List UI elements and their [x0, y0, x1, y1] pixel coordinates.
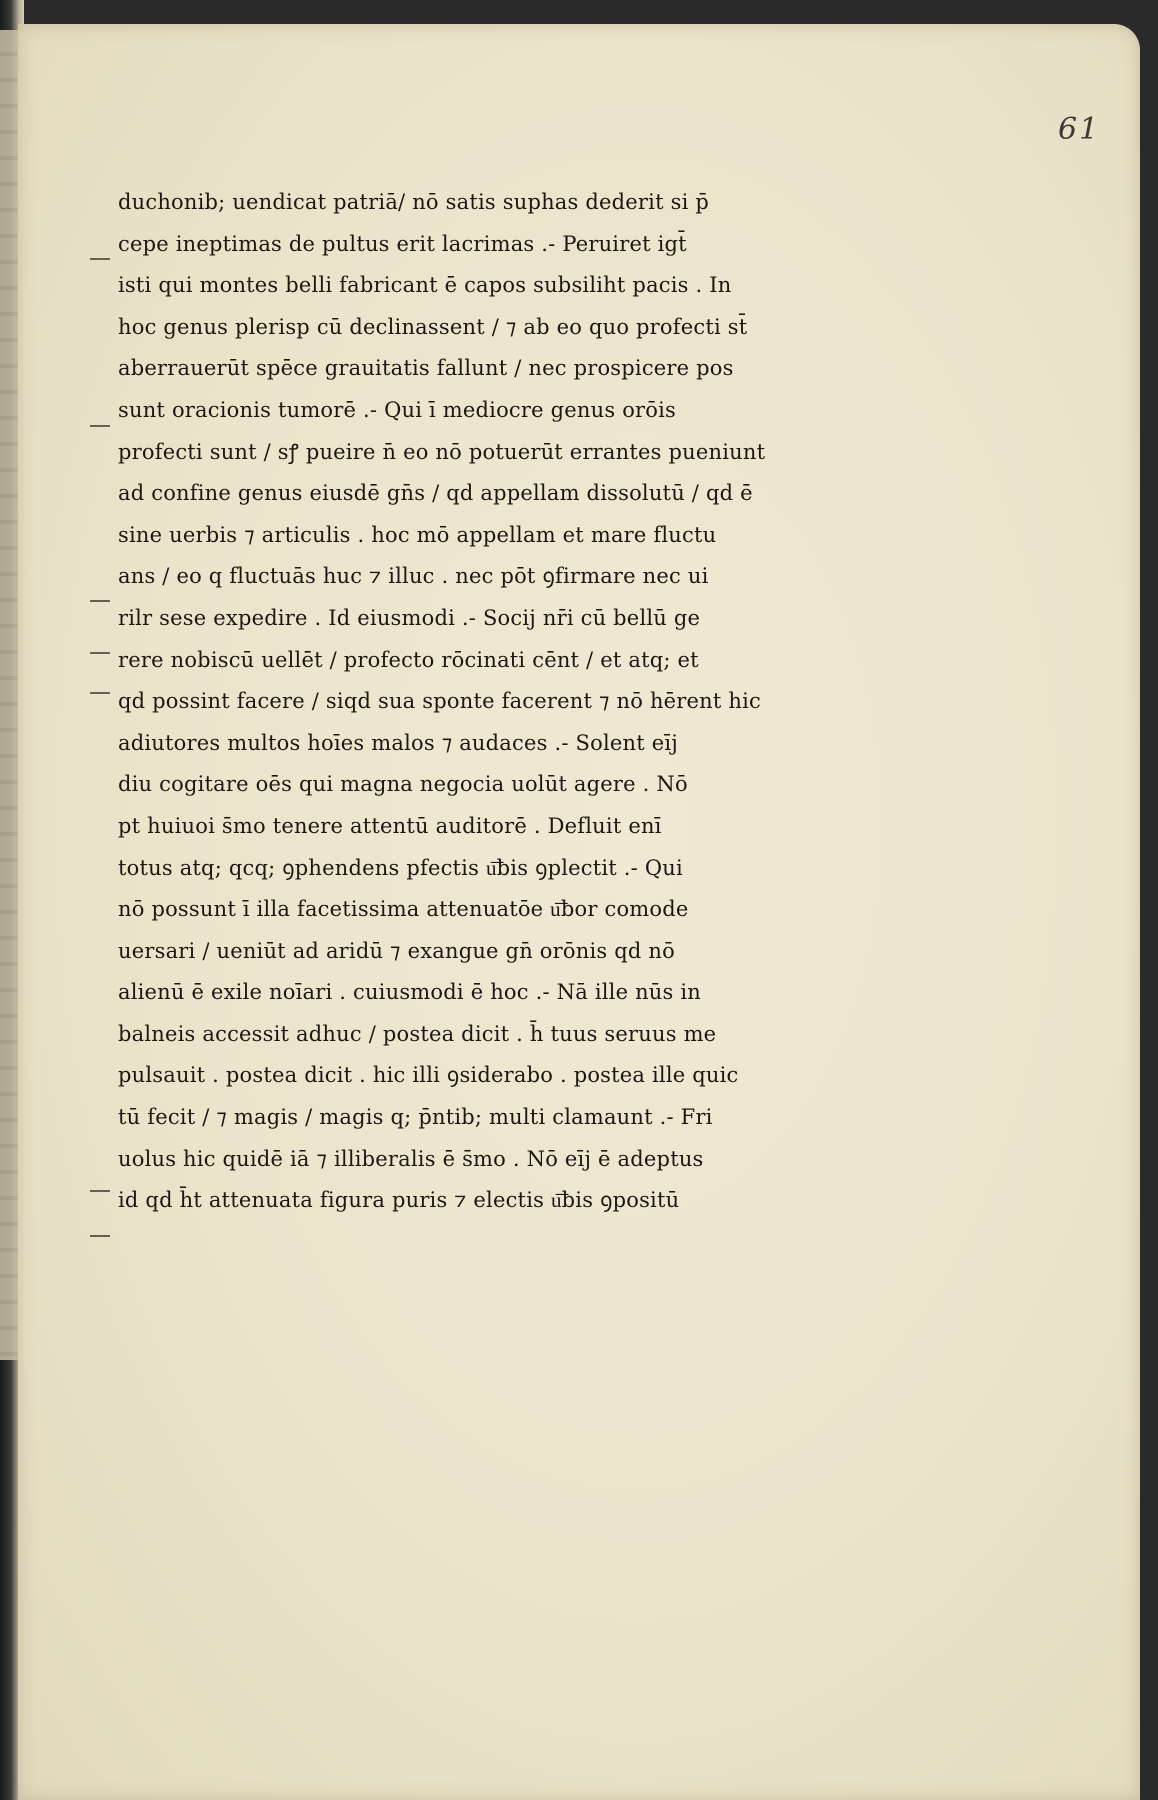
manuscript-text-block [118, 182, 878, 1222]
text-line: alienū ē exile noīari . cuiusmodi ē hoc .- Nā ille nūs in [118, 980, 702, 1005]
margin-mark [90, 1235, 110, 1237]
text-line: rilr sese expedire . Id eiusmodi .- Socij nr̄i cū bellū ge [118, 605, 701, 630]
text-line: uersari / ueniūt ad aridū ⁊ exangue gn̄ orōnis qd nō [118, 938, 675, 963]
text-line: sine uerbis ⁊ articulis . hoc mō appellam et mare fluctu [118, 522, 717, 547]
folio-number: 61 [1058, 112, 1101, 147]
text-line: ad confine genus eiusdē gn̄s / qd appellam dissolutū / qd ē [118, 481, 753, 506]
text-line: ans / eo q fluctuās huc ⁊ illuc . nec pōt ꝯfirmare nec ui [118, 564, 709, 589]
margin-mark [90, 652, 110, 654]
text-line: nō possunt ī illa facetissima attenuatōe u͞bor comode [118, 897, 689, 922]
margin-mark [90, 258, 110, 260]
text-line: rere nobiscū uellēt / profecto rōcinati cēnt / et atq; et [118, 647, 699, 672]
text-line: duchonib; uendicat patriā/ nō satis suphas dederit si p̄ [118, 190, 710, 214]
text-line: cepe ineptimas de pultus erit lacrimas .- Peruiret igt̄ [118, 231, 687, 256]
text-line: uolus hic quidē iā ⁊ illiberalis ē s̄mo . Nō eīj ē adeptus [118, 1146, 704, 1171]
margin-mark [90, 1190, 110, 1192]
text-line: diu cogitare oēs qui magna negocia uolūt agere . Nō [118, 772, 688, 797]
text-line: profecti sunt / sꝭ pueire n̄ eo nō potuerūt errantes pueniunt [118, 439, 766, 464]
text-line: balneis accessit adhuc / postea dicit . h̄ tuus seruus me [118, 1021, 717, 1046]
margin-mark [90, 692, 110, 694]
text-line: tū fecit / ⁊ magis / magis q; p̄ntib; multi clamaunt .- Fri [118, 1105, 713, 1130]
text-line: pulsauit . postea dicit . hic illi ꝯsiderabo . postea ille quic [118, 1063, 739, 1088]
margin-mark [90, 425, 110, 427]
text-line: isti qui montes belli fabricant ē capos subsiliht pacis . In [118, 273, 732, 298]
text-line: qd possint facere / siqd sua sponte facerent ⁊ nō hērent hic [118, 689, 762, 714]
text-line: hoc genus plerisp cū declinassent / ⁊ ab eo quo profecti st̄ [118, 314, 748, 339]
text-line: aberrauerūt spēce grauitatis fallunt / nec prospicere pos [118, 356, 734, 381]
text-line: totus atq; qcq; ꝯphendens pfectis u͞bis ꝯplectit .- Qui [118, 855, 683, 880]
text-line: adiutores multos hoīes malos ⁊ audaces .- Solent eīj [118, 730, 678, 755]
margin-mark [90, 600, 110, 602]
text-line: pt huiuoi s̄mo tenere attentū auditorē . Defluit enī [118, 813, 662, 838]
text-line: id qd h̄t attenuata figura puris ⁊ electis u͞bis ꝯpositū [118, 1188, 680, 1213]
text-line: sunt oracionis tumorē .- Qui ī mediocre genus orōis [118, 397, 677, 422]
